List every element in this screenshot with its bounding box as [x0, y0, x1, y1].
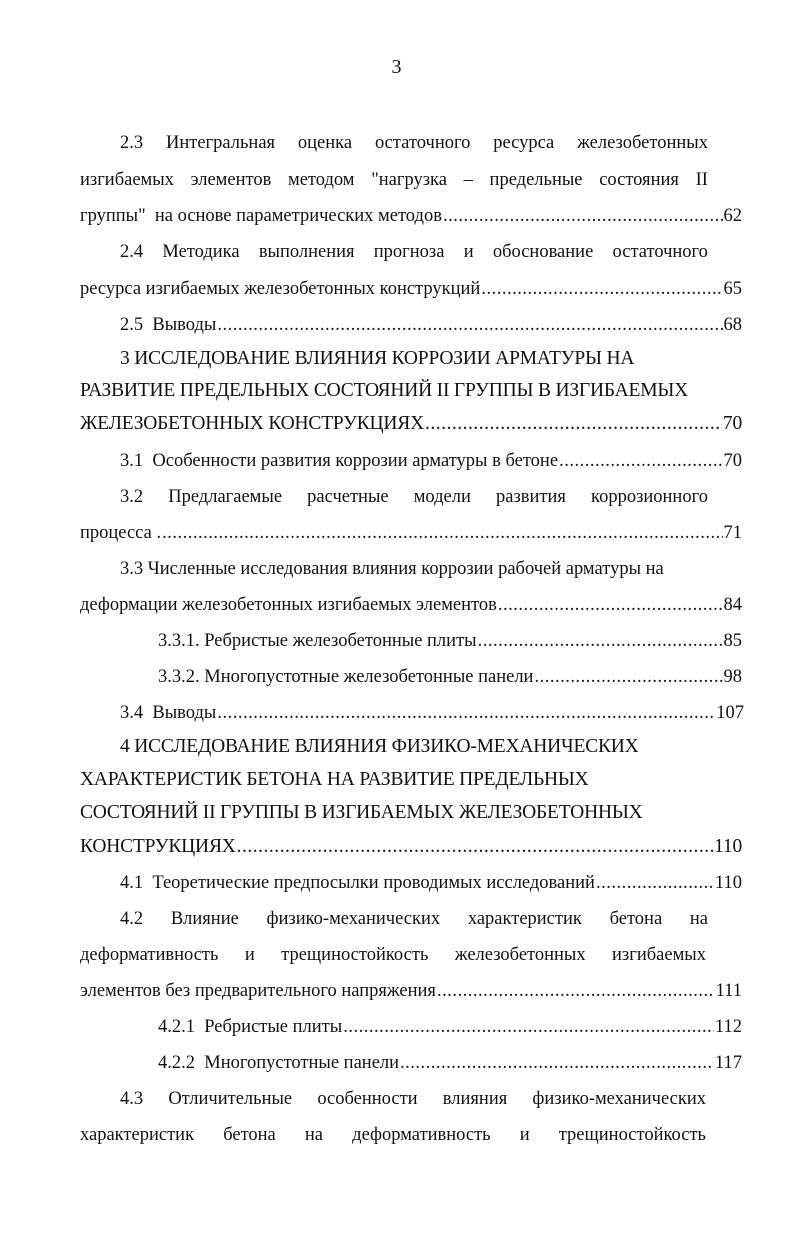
toc-page-number: 70	[722, 413, 742, 434]
toc-entry-4-1[interactable]	[120, 870, 742, 896]
toc-word: остаточного	[612, 242, 708, 262]
toc-page-number: 107	[716, 703, 744, 723]
dot-leader	[443, 203, 723, 229]
toc-entry-text: ЖЕЛЕЗОБЕТОННЫХ КОНСТРУКЦИЯХ	[80, 413, 424, 434]
toc-word: 4.2	[120, 909, 144, 929]
toc-2-4-line-1	[120, 239, 708, 265]
toc-word: ресурса	[493, 133, 555, 153]
toc-word: "нагрузка	[371, 170, 447, 190]
toc-entry-2-3[interactable]	[80, 203, 742, 229]
toc-word: бетона	[223, 1125, 276, 1145]
toc-entry-text: 2.5 Выводы	[120, 315, 217, 335]
toc-word: 4.3	[120, 1089, 144, 1109]
toc-4-2-line-2	[80, 942, 706, 968]
toc-word: II	[695, 170, 708, 190]
toc-word: модели	[413, 487, 471, 507]
toc-chapter-4-line-2: ХАРАКТЕРИСТИК БЕТОНА НА РАЗВИТИЕ ПРЕДЕЛЬНЫХ	[80, 769, 589, 790]
toc-word: деформативность	[80, 945, 219, 965]
toc-page-number: 98	[723, 667, 742, 687]
toc-entry-text: 4.1 Теоретические предпосылки проводимых исследований	[120, 873, 595, 893]
toc-page-number: 84	[723, 595, 742, 615]
toc-word: Интегральная	[165, 133, 276, 153]
toc-page-number: 85	[723, 631, 742, 651]
toc-word: деформативность	[352, 1125, 491, 1145]
toc-entry-3-4[interactable]	[120, 700, 744, 726]
toc-word: развития	[496, 487, 566, 507]
dot-leader	[425, 411, 722, 437]
toc-entry-text: 4.2.2 Многопустотные панели	[158, 1053, 400, 1073]
toc-entry-4-2-2[interactable]	[158, 1050, 742, 1076]
toc-3-3-line-1: 3.3 Численные исследования влияния коррозии рабочей арматуры на	[120, 559, 664, 579]
toc-chapter-4-line-1: 4 ИССЛЕДОВАНИЕ ВЛИЯНИЯ ФИЗИКО-МЕХАНИЧЕСКИХ	[120, 736, 639, 757]
toc-word: физико-механических	[266, 909, 441, 929]
toc-entry-text: 3.1 Особенности развития коррозии арматуры в бетоне	[120, 451, 559, 471]
toc-word: изгибаемых	[80, 170, 174, 190]
toc-entry-text: группы" на основе параметрических методов	[80, 206, 442, 226]
toc-page-number: 111	[715, 981, 742, 1001]
toc-entry-text: 3.4 Выводы	[120, 703, 217, 723]
toc-entry-text: процесса .	[80, 523, 162, 543]
dot-leader	[437, 978, 715, 1004]
toc-entry-2-5[interactable]	[120, 312, 742, 338]
dot-leader	[400, 1050, 714, 1076]
toc-entry-text: деформации железобетонных изгибаемых элементов	[80, 595, 497, 615]
toc-page-number: 65	[723, 279, 742, 299]
toc-entry-3-2[interactable]	[80, 520, 742, 546]
dot-leader	[559, 448, 722, 474]
toc-word: и	[463, 242, 474, 262]
toc-word: и	[244, 945, 255, 965]
toc-chapter-4-line-3: СОСТОЯНИЙ II ГРУППЫ В ИЗГИБАЕМЫХ ЖЕЛЕЗОБЕТОННЫХ	[80, 802, 643, 823]
toc-page-number: 71	[723, 523, 742, 543]
dot-leader	[217, 312, 722, 338]
toc-page-number: 112	[714, 1017, 742, 1037]
toc-2-3-line-2	[80, 167, 708, 193]
toc-word: предельные	[489, 170, 583, 190]
dot-leader	[498, 592, 723, 618]
dot-leader	[596, 870, 714, 896]
toc-word: влияния	[442, 1089, 508, 1109]
toc-word: Отличительные	[168, 1089, 293, 1109]
toc-word: –	[463, 170, 473, 190]
toc-entry-3-3-2[interactable]	[158, 664, 742, 690]
toc-4-2-line-1	[120, 906, 708, 932]
toc-page-number: 70	[723, 451, 742, 471]
toc-word: характеристик	[467, 909, 582, 929]
toc-word: коррозионного	[591, 487, 708, 507]
toc-word: состояния	[599, 170, 679, 190]
toc-entry-text: элементов без предварительного напряжения	[80, 981, 436, 1001]
toc-entry-3-1[interactable]	[120, 448, 742, 474]
toc-word: оценка	[297, 133, 353, 153]
toc-word: изгибаемых	[612, 945, 706, 965]
toc-2-3-line-1	[120, 130, 708, 156]
dot-leader	[217, 700, 715, 726]
toc-word: Методика	[162, 242, 240, 262]
toc-entry-text: КОНСТРУКЦИЯХ	[80, 836, 236, 857]
toc-word: прогноза	[373, 242, 445, 262]
toc-3-2-line-1	[120, 484, 708, 510]
toc-page-number: 62	[723, 206, 742, 226]
toc-word: расчетные	[307, 487, 389, 507]
dot-leader	[534, 664, 722, 690]
toc-word: обоснование	[492, 242, 594, 262]
toc-word: железобетонных	[577, 133, 708, 153]
toc-entry-2-4[interactable]	[80, 276, 742, 302]
toc-word: Влияние	[170, 909, 239, 929]
dot-leader	[478, 628, 723, 654]
toc-word: трещиностойкость	[281, 945, 429, 965]
toc-page-number: 117	[714, 1053, 742, 1073]
toc-word: трещиностойкость	[558, 1125, 706, 1145]
page-number: 3	[391, 56, 402, 78]
toc-page-number: 110	[714, 836, 742, 857]
toc-word: железобетонных	[454, 945, 586, 965]
dot-leader	[162, 520, 722, 546]
toc-word: 3.2	[120, 487, 144, 507]
dot-leader	[481, 276, 722, 302]
toc-page-number: 110	[714, 873, 742, 893]
toc-page-number: 68	[723, 315, 742, 335]
toc-entry-chapter-3[interactable]	[80, 411, 742, 437]
toc-word: 2.4	[120, 242, 144, 262]
toc-entry-text: 3.3.1. Ребристые железобетонные плиты	[158, 631, 477, 651]
toc-word: Предлагаемые	[168, 487, 283, 507]
toc-entry-4-2-1[interactable]	[158, 1014, 742, 1040]
toc-word: остаточного	[374, 133, 471, 153]
toc-chapter-3-line-1: 3 ИССЛЕДОВАНИЕ ВЛИЯНИЯ КОРРОЗИИ АРМАТУРЫ НА	[120, 348, 635, 369]
toc-word: на	[304, 1125, 324, 1145]
toc-entry-text: 4.2.1 Ребристые плиты	[158, 1017, 343, 1037]
toc-word: элементов	[190, 170, 272, 190]
toc-word: на	[689, 909, 708, 929]
toc-word: выполнения	[258, 242, 355, 262]
toc-entry-chapter-4[interactable]	[80, 834, 742, 860]
toc-word: бетона	[609, 909, 663, 929]
toc-chapter-3-line-2: РАЗВИТИЕ ПРЕДЕЛЬНЫХ СОСТОЯНИЙ II ГРУППЫ В ИЗГИБАЕМЫХ	[80, 380, 689, 401]
toc-entry-text: 3.3.2. Многопустотные железобетонные панели	[158, 667, 534, 687]
toc-word: физико-механических	[532, 1089, 706, 1109]
toc-word: особенности	[317, 1089, 418, 1109]
toc-entry-3-3-1[interactable]	[158, 628, 742, 654]
toc-4-3-line-2	[80, 1122, 706, 1148]
toc-word: характеристик	[80, 1125, 195, 1145]
toc-entry-4-2[interactable]	[80, 978, 742, 1004]
dot-leader	[237, 834, 713, 860]
toc-word: методом	[288, 170, 355, 190]
toc-4-3-line-1	[120, 1086, 706, 1112]
dot-leader	[343, 1014, 714, 1040]
toc-entry-text: ресурса изгибаемых железобетонных конструкций	[80, 279, 481, 299]
toc-word: 2.3	[120, 133, 144, 153]
toc-word: и	[519, 1125, 530, 1145]
toc-entry-3-3[interactable]	[80, 592, 742, 618]
